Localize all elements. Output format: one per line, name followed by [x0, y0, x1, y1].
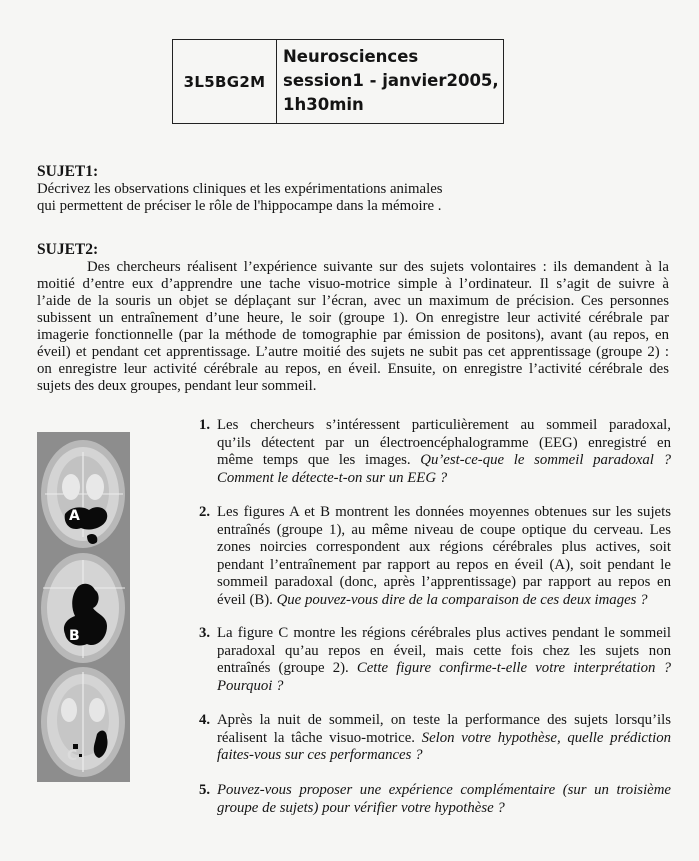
sujet2-line: subissent un entraînement d’une heure, le soir (groupe 1). On enregistre leur activité cérébrale par [37, 310, 669, 326]
question-line: qu’ils détectent par un électroencéphalogramme (EEG) enregistré en [217, 434, 671, 451]
question-prompt: Comment le détecte-t-on sur un EEG ? [217, 469, 448, 486]
brain-scan-figure-c [37, 664, 130, 782]
sujet2-intro [37, 259, 669, 395]
question-prompt: Pouvez-vous proposer une expérience complémentaire (sur un troisième [217, 782, 671, 798]
question-prompt: Qu’est-ce-que le sommeil paradoxal ? [420, 452, 671, 468]
question-number: 5. [199, 782, 211, 798]
question-line: entraînés (groupe 2). [217, 660, 349, 676]
sujet2-line: imagerie fonctionnelle (par la méthode de tomographie par émission de positons), avant (au repos, en [37, 327, 669, 343]
sujet1-line: Décrivez les observations cliniques et les expérimentations animales [37, 181, 443, 197]
question-number: 1. [199, 417, 211, 433]
question-prompt: Que pouvez-vous dire de la comparaison de ces deux images ? [276, 591, 648, 608]
sujet1-line: qui permettent de préciser le rôle de l'hippocampe dans la mémoire . [37, 198, 442, 214]
brain-scan-figures [37, 432, 130, 780]
question-line: sommeil paradoxal (donc, après l’apprentissage) par rapport au repos en [217, 574, 671, 590]
sujet2-line: éveil) et pendant cet apprentissage. L’autre moitié des sujets ne subit pas cet apprentissage (groupe 2) : [37, 344, 669, 360]
question-number: 3. [199, 625, 211, 641]
sujet2-line: on enregistre leur activité cérébrale au repos, en éveil. Ensuite, on enregistre l’activité cérébrale des [37, 361, 669, 377]
question-number: 4. [199, 712, 211, 728]
header-box [172, 39, 504, 124]
question-1 [199, 417, 671, 487]
question-line: paradoxal qu’au repos en éveil, mais cette fois chez les sujets non [217, 642, 671, 659]
exam-subject: Neurosciences [283, 47, 419, 66]
exam-session: session1 - janvier2005, [283, 71, 499, 90]
sujet1-title: SUJET1: [37, 163, 99, 180]
brain-scan-figure-b [37, 548, 130, 666]
course-code: 3L5BG2M [173, 40, 277, 123]
sujet1-text [37, 181, 443, 215]
question-prompt: Cette figure confirme-t-elle votre interprétation ? [356, 660, 671, 676]
sujet2-line: sujets des deux groupes, pendant leur sommeil. [37, 378, 317, 394]
question-5 [199, 782, 671, 817]
sujet2-line: Des chercheurs réalisent l’expérience suivante sur des sujets volontaires : ils demandent à la [87, 259, 669, 275]
question-2 [199, 504, 671, 609]
brain-scan-figure-a [37, 432, 130, 550]
question-prompt: Selon votre hypothèse, quelle prédiction [421, 729, 671, 746]
question-line: pendant l’entraînement par rapport au repos en éveil (A), soit pendant le [217, 556, 671, 573]
figure-b-label: B [69, 628, 80, 644]
question-line: même temps que les images. [217, 452, 411, 468]
exam-duration: 1h30min [283, 95, 364, 114]
question-line: Après la nuit de sommeil, on teste la performance des sujets lorsqu’ils [217, 712, 671, 728]
question-line: Les chercheurs s’intéressent particulièrement au sommeil paradoxal, [217, 417, 671, 433]
question-prompt: faites-vous sur ces performances ? [217, 747, 423, 763]
sujet2-line: moitié d’entre eux d’apprendre une tache visuo-motrice simple à l’ordinateur. Il s’agit de suivre à [37, 276, 669, 292]
question-line: éveil (B). [217, 591, 273, 608]
question-prompt: Pourquoi ? [217, 677, 284, 694]
question-line: La figure C montre les régions cérébrales plus actives pendant le sommeil [217, 625, 671, 641]
question-line: réalisent la tâche visuo-motrice. [217, 729, 415, 746]
figure-c-label: C [67, 748, 78, 764]
question-4 [199, 712, 671, 765]
sujet2-title: SUJET2: [37, 241, 99, 258]
question-line: zones noircies correspondent aux régions cérébrales plus actives, soit [217, 539, 671, 555]
question-line: entraînés (groupe 1), au même niveau de coupe optique du cerveau. Les [217, 521, 671, 538]
exam-info [277, 40, 503, 123]
figure-a-label: A [69, 508, 80, 524]
question-prompt: groupe de sujets) pour vérifier votre hypothèse ? [217, 799, 505, 816]
question-line: Les figures A et B montrent les données moyennes obtenues sur les sujets [217, 504, 671, 520]
question-number: 2. [199, 504, 211, 520]
sujet2-line: l’aide de la souris un objet se déplaçant sur l’écran, avec un maximum de précision. Ces personnes [37, 293, 669, 309]
question-3 [199, 625, 671, 695]
